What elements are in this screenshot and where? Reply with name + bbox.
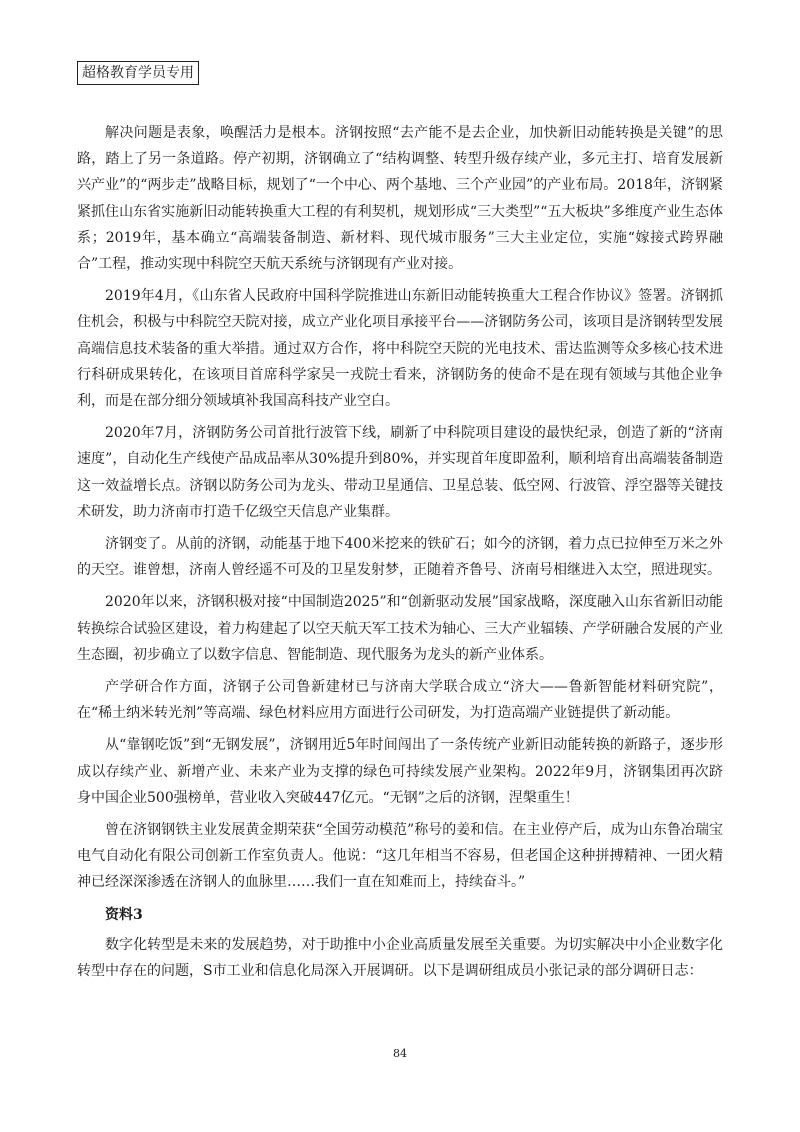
paragraph: 数字化转型是未来的发展趋势，对于助推中小企业高质量发展至关重要。为切实解决中小企业数字化转型中存在的问题，S市工业和信息化局深入开展调研。以下是调研组成员小张记录的部分调研日志： [77,936,723,979]
section-heading: 资料3 [105,906,143,923]
document-body [77,120,723,990]
paragraph: 曾在济钢钢铁主业发展黄金期荣获“全国劳动模范”称号的姜和信。在主业停产后，成为山东鲁冶瑞宝电气自动化有限公司创新工作室负责人。他说：“这几年相当不容易，但老国企这种拼搏精神、一团火精神已经深深渗透在济钢人的血脉里……我们一直在知难而上，持续奋斗。” [77,822,723,891]
paragraph: 济钢变了。从前的济钢，动能基于地下400米挖来的铁矿石；如今的济钢，着力点已拉伸至万米之外的天空。谁曾想，济南人曾经遥不可及的卫星发射梦，正随着齐鲁号、济南号相继进入太空，照进现实。 [77,536,723,579]
paragraph: 2019年4月，《山东省人民政府中国科学院推进山东新旧动能转换重大工程合作协议》签署。济钢抓住机会，积极与中科院空天院对接，成立产业化项目承接平台——济钢防务公司，该项目是济钢转型发展高端信息技术装备的重大举措。通过双方合作，将中科院空天院的光电技术、雷达监测等众多核心技术进行科研成果转化，在该项目首席科学家吴一戎院士看来，济钢防务的使命不是在现有领域与其他企业争利，而是在部分细分领域填补我国高科技产业空白。 [77,288,723,410]
paragraph: 从“靠钢吃饭”到“无钢发展”，济钢用近5年时间闯出了一条传统产业新旧动能转换的新路子，逐步形成以存续产业、新增产业、未来产业为支撑的绿色可持续发展产业架构。2022年9月，济钢集团再次跻身中国企业500强榜单，营业收入突破447亿元。“无钢”之后的济钢，涅槃重生！ [77,737,723,806]
paragraph: 产学研合作方面，济钢子公司鲁新建材已与济南大学联合成立“济大——鲁新智能材料研究院”，在“稀土纳米转光剂”等高端、绿色材料应用方面进行公司研发，为打造高端产业链提供了新动能。 [77,679,723,722]
paragraph: 解决问题是表象，唤醒活力是根本。济钢按照“去产能不是去企业，加快新旧动能转换是关键”的思路，踏上了另一条道路。停产初期，济钢确立了“结构调整、转型升级存续产业，多元主打、培育发展新兴产业”的“两步走”战略目标，规划了“一个中心、两个基地、三个产业园”的产业布局。2018年，济钢紧紧抓住山东省实施新旧动能转换重大工程的有利契机，规划形成“三大类型”“五大板块”多维度产业生态体系；2019年，基本确立“高端装备制造、新材料、现代城市服务”三大主业定位，实施“嫁接式跨界融合”工程，推动实现中科院空天航天系统与济钢现有产业对接。 [77,125,723,273]
header-label: 超格教育学员专用 [77,61,199,85]
paragraph: 2020年以来，济钢积极对接“中国制造2025”和“创新驱动发展”国家战略，深度融入山东省新旧动能转换综合试验区建设，着力构建起了以空天航天军工技术为轴心、三大产业辐辏、产学研融合发展的产业生态圈，初步确立了以数字信息、智能制造、现代服务为龙头的新产业体系。 [77,594,723,663]
page-number: 84 [393,1047,407,1060]
paragraph: 2020年7月，济钢防务公司首批行波管下线，刷新了中科院项目建设的最快纪录，创造了新的“济南速度”，自动化生产线使产品成品率从30%提升到80%，并实现首年度即盈利，顺利培育出高端装备制造这一效益增长点。济钢以防务公司为龙头、带动卫星通信、卫星总装、低空网、行波管、浮空器等关键技术研发，助力济南市打造千亿级空天信息产业集群。 [77,425,723,520]
